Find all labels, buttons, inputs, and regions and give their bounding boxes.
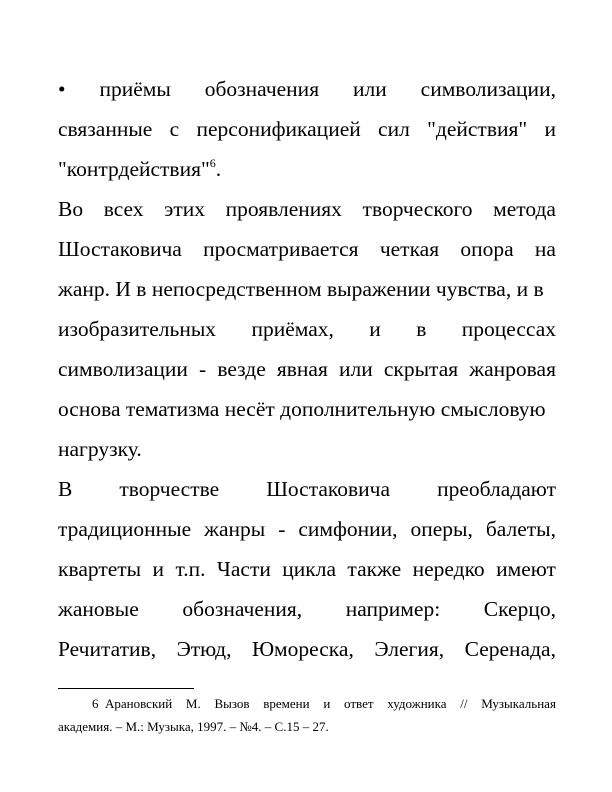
word: или (353, 77, 387, 101)
word: "контрдействия" (58, 157, 210, 181)
word: художника (387, 696, 447, 711)
word: с (169, 117, 180, 141)
word: обозначения (204, 77, 320, 101)
word: Скерцо, (483, 597, 556, 621)
punctuation: . (215, 157, 222, 181)
word: - (278, 517, 286, 541)
word: времени (263, 696, 310, 711)
body-line-10 (58, 436, 556, 462)
bullet: • (58, 77, 66, 101)
word: симфонии, (298, 517, 398, 541)
body-line-7 (58, 316, 556, 342)
word: и (152, 557, 165, 581)
word: Шостаковича (266, 477, 391, 501)
body-line-15 (58, 636, 556, 662)
word: имеют (496, 557, 556, 581)
word: квартеты (58, 557, 142, 581)
word: Элегия, (374, 637, 445, 661)
word: - (199, 357, 207, 381)
word: Вызов (214, 696, 250, 711)
body-line-2 (58, 116, 556, 142)
word: Во (58, 197, 84, 221)
word: нередко (412, 557, 485, 581)
word: например: (345, 597, 441, 621)
word: оперы, (410, 517, 473, 541)
word: приёмы (99, 77, 171, 101)
word: связанные (58, 117, 153, 141)
word: приёмах, (251, 317, 334, 341)
word: Части (216, 557, 271, 581)
line-text: основа тематизма несёт дополнительную смысловую (58, 397, 546, 421)
word: символизации (58, 357, 188, 381)
word: "действия" (427, 117, 528, 141)
line-text: нагрузку. (58, 437, 142, 461)
word: и (369, 317, 381, 341)
word: т.п. (175, 557, 206, 581)
word: и (323, 696, 331, 711)
word: Арановский (105, 696, 173, 711)
word: творческого (362, 197, 473, 221)
body-line-5 (58, 236, 556, 262)
footnote-number: 6 (92, 696, 99, 711)
body-line-1 (58, 76, 556, 102)
word: процессах (461, 317, 556, 341)
word: Серенада, (464, 637, 556, 661)
body-line-11 (58, 476, 556, 502)
word: скрытая (383, 357, 459, 381)
body-line-8 (58, 356, 556, 382)
word: всех (103, 197, 144, 221)
body-line-14 (58, 596, 556, 622)
footnote-separator (58, 688, 194, 689)
word: метода (493, 197, 556, 221)
word: жанры (204, 517, 266, 541)
word: жановые (58, 597, 139, 621)
word: творчестве (119, 477, 220, 501)
word: Юмореска, (251, 637, 354, 661)
word: проявлениях (225, 197, 342, 221)
word: четкая (379, 237, 440, 261)
footnote-line-1 (58, 696, 556, 712)
footnote-line-2 (58, 719, 556, 735)
body-line-6 (58, 276, 556, 302)
word: также (347, 557, 402, 581)
word: жанровая (469, 357, 556, 381)
line-text: жанр. И в непосредственном выражении чувства, и в (58, 277, 544, 301)
word: опора (460, 237, 514, 261)
word: просматривается (203, 237, 359, 261)
footnote-citation: академия. – М.: Музыка, 1997. – №4. – С.15 – 27. (58, 719, 329, 734)
word: ответ (344, 696, 374, 711)
word: в (416, 317, 427, 341)
body-line-3 (58, 156, 556, 182)
word: этих (164, 197, 206, 221)
body-line-9 (58, 396, 556, 422)
word: обозначения, (182, 597, 303, 621)
word: цикла (282, 557, 336, 581)
footnote-lead (58, 696, 172, 712)
word: М. (185, 696, 201, 711)
word: Музыкальная (481, 696, 556, 711)
word: или (339, 357, 373, 381)
word: Речитатив, (58, 637, 157, 661)
word: В (58, 477, 73, 501)
word: явная (276, 357, 328, 381)
word: балеты, (485, 517, 556, 541)
word: и (544, 117, 556, 141)
word: Шостаковича (58, 237, 182, 261)
word: преобладают (437, 477, 556, 501)
word: на (534, 237, 556, 261)
body-line-12 (58, 516, 556, 542)
word: персонификацией (196, 117, 361, 141)
word: традиционные (58, 517, 192, 541)
body-line-13 (58, 556, 556, 582)
word: // (460, 696, 468, 711)
word: везде (217, 357, 266, 381)
word: изобразительных (58, 317, 217, 341)
word: Этюд, (176, 637, 232, 661)
footnote-reference: 6 (209, 156, 216, 170)
word: символизации, (420, 77, 556, 101)
word: сил (378, 117, 410, 141)
body-line-4 (58, 196, 556, 222)
